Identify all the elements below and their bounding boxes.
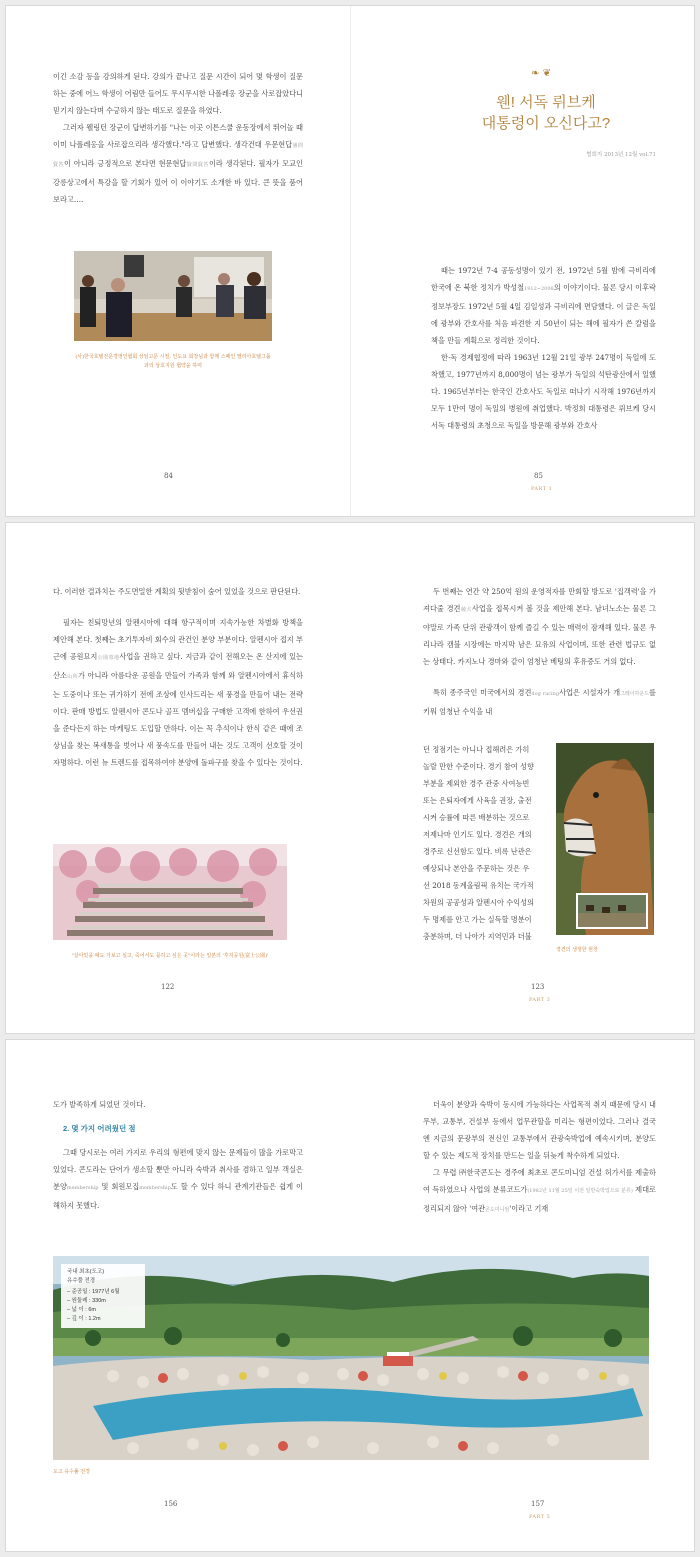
text-run: 필자는 친퇴망년의 알펜시아에 대해 항구적이며 지속가능한 차별화 방책을 제안해 본다. 첫째는 초기투자비 회수의 관건인 분양 부분이다. 알펜시아 접지 부근에 공원묘지 [53, 618, 303, 661]
spread-1 [5, 5, 695, 517]
info-title: 국내 최초(도고) [67, 1269, 105, 1275]
text-run: 두 번째는 연간 약 250억 원의 운영적자를 만회할 방도로 '집객력'을 가져다줄 경견 [423, 587, 656, 613]
greyhound-photo [556, 743, 654, 935]
info-item: – 넓 이 : 6m [67, 1307, 96, 1313]
text-run: 도 할 수 있다 하니 관계기관들은 쉽게 이해하지 못했다. [53, 1182, 303, 1210]
part-label: PART 1 [531, 486, 553, 492]
part-label: PART 5 [529, 1514, 551, 1520]
paragraph [53, 614, 303, 771]
paragraph: 더욱이 분양과 숙박이 동시에 가능하다는 사업목적 취지 때문에 당시 내무부, 교통부, 건설부 등에서 업무관할을 미리는 형편이었다. 그러나 결국엔 지금의 문광부의 전신인 교통부에서 관광숙박업에 예속시키며, 분양도 할 수 있는 제도적 장치를 만드는 일을 뒤늦게 착수하게 되었다. [423, 1100, 656, 1160]
page-85 [351, 6, 695, 516]
page-number: 157 [531, 1500, 545, 1508]
info-item: – 깊 이 : 1.2m [67, 1316, 101, 1322]
photo-caption: 도고 유수풀 전경 [53, 1469, 90, 1475]
text-line: 차원의 공공성과 알펜시아 수익성의 [423, 898, 535, 907]
text-run: 그 무렵 ㈜한국콘도는 경주에 최초로 콘도미니엄 건설 허가서를 제출하여 득하였으나 사업의 분류코드가 [423, 1168, 656, 1194]
text-line: 놀랄 만한 수준이다. 경기 참여 성향 [423, 762, 534, 771]
text-run: '이라고 기재 [509, 1204, 549, 1213]
spread-2 [5, 522, 695, 1034]
paragraph [53, 119, 303, 208]
text-line: 충분하며, 더 나아가 지역민과 더불 [423, 932, 532, 941]
photo-caption: "살아있을 때도 가보고 싶고, 죽어서도 묻히고 싶은 곳"이라는 일본의 '후지공원(富士公園)' [71, 953, 269, 959]
ornament-icon: ❧ ❦ [531, 68, 551, 79]
text-line: 경주로 신선함도 있다. 비록 난관은 [423, 847, 532, 856]
info-item: – 원둘레 : 330m [67, 1298, 106, 1304]
photo-caption: 경견의 생생한 현장 [556, 947, 598, 953]
text-run: 사업은 시설자가 개 [559, 688, 621, 697]
text-run: 가 아니라 아름다운 공원을 만들어 가족과 함께 와 알펜시아에서 휴식하는 도중이나 또는 귀가하기 전에 조상에 인사드리는 새 풍경을 만들어 내는 전략이다. 판매 방법도 알펜시아 콘도나 골프 멤버십을 구매한 고객에 한하여 우선권을 준다든지 하는 마케팅도 도입할 만하다. 이는 꼭 추석이나 한식 같은 때에 조상님을 찾는 복새통을 벗어나 새 풍속도를 만들어 내는 것도 고객이 선호할 것이 자명하다. 이런 뉴 트렌드를 접목하여야 분양에 돌파구를 찾을 수 있다는 것이다. [53, 671, 303, 767]
hanja-note: 1912~2008 [524, 286, 554, 292]
part-label: PART 3 [529, 997, 551, 1003]
info-item: – 준공일 : 1977년 6월 [67, 1289, 120, 1295]
paragraph [423, 583, 656, 670]
hanja-note: 賢問賢答 [186, 162, 209, 168]
text-run: 제대로 정리되지 않아 '여관 [423, 1185, 656, 1213]
article-title: 대통령이 오신다고? [481, 115, 611, 132]
page-number: 123 [531, 983, 545, 991]
article-source: 협회지 2013년 12월 vol.71 [586, 152, 656, 158]
photo-info-box [61, 1264, 145, 1328]
photo-caption-wrap [556, 941, 654, 960]
hanja-note: dog racing [531, 691, 560, 697]
text-run: 이 아니라 긍정적으로 본다면 현문현답 [64, 159, 187, 168]
text-line: 선 2018 동계올림픽 유치는 국가적 [423, 881, 534, 890]
text-run: 사업을 권하고 싶다. 지금과 같이 전해오는 온 산지에 있는 산소 [53, 652, 303, 680]
text-line: 두 명제를 안고 가는 실득할 명분이 [423, 915, 532, 924]
text-line: 또는 은퇴자에게 사육을 권장, 출전 [423, 796, 532, 805]
page-122 [6, 523, 351, 1033]
hanja-note: 競犬 [460, 607, 472, 613]
paragraph [423, 684, 656, 720]
hanja-note: (1982년 11월 25일 이전 일반숙박업으로 분류) [527, 1188, 633, 1194]
text-line: 예상되나 본안을 주문하는 것은 우 [423, 864, 530, 873]
page-84 [6, 6, 351, 516]
page-123 [351, 523, 695, 1033]
paragraph: 다. 이러한 결과치는 주도면밀한 계획의 뒷받침이 숨어 있었을 것으로 판단된다. [53, 587, 301, 596]
article-title: 웬! 서독 뤼브케 [496, 94, 596, 111]
page-number: 156 [164, 1500, 178, 1508]
text-run: 그때 당시로는 여러 가지로 우리의 형편에 맞지 않는 문제들이 많을 가로막고 있었다. 콘도라는 단어가 생소할 뿐만 아니라 숙박과 취사를 겸하고 일부 객실은 분양 [53, 1148, 303, 1191]
page-number: 122 [161, 983, 175, 991]
wrapped-text-column [423, 741, 551, 945]
text-run: 의 이야기이다. 물론 당시 이후락 정보부장도 1972년 5월 4일 김일성과 극비리에 면담했다. 이 글은 독일에 광부와 간호사를 처음 파견한 지 50년이 되는 해에 필자가 쓴 칼럼을 책을 만들 계획으로 정리한 것이다. [431, 283, 656, 345]
hanja-note: membership [139, 1185, 171, 1191]
spread-3 [5, 1039, 695, 1552]
text-run: 사업을 접목시켜 볼 것을 제안해 본다. 남녀노소는 물론 그야말로 가족 단위 관광객이 함께 즐길 수 있는 매력이 잠재해 있다. 물론 우리나라 캠블 시장에는 마지막 남은 묘유의 사업이며, 또한 관련 법규도 없는 상태다. 카지노나 경마와 같이 엄청난 베팅의 후유증도 거의 없다. [423, 604, 656, 666]
paragraph: 이긴 소감 등을 강의하게 된다. 강의가 끝나고 질문 시간이 되어 몇 학생이 질문하는 중에 어느 학생이 어림만 들어도 무시무시한 나폴레옹 장군을 사로잡았다니 믿기지 않는다며 수긍하지 않는 태도로 질문을 하였다. [53, 72, 303, 115]
paragraph: 도가 발족하게 되었던 것이다. [53, 1100, 146, 1109]
text-run: 때는 1972년 7·4 공동성명이 있기 전, 1972년 5월 밤에 극비리에 한국에 온 북한 정치가 박성철 [431, 266, 656, 292]
meeting-photo [74, 251, 272, 341]
text-line: 저제나마 인기도 있다. 경견은 개의 [423, 830, 532, 839]
pool-panorama-photo [53, 1256, 649, 1460]
paragraph [53, 1144, 303, 1214]
hanja-note: 公園墓地 [97, 655, 120, 661]
cemetery-park-photo [53, 844, 287, 940]
paragraph: 한·독 경제협정에 따라 1963년 12월 21일 광부 247명이 독일에 도착했고, 1977년까지 8,000명이 넘는 광부가 독일의 석탄광산에서 일했다. 1965년부터는 한국인 간호사도 독일로 떠나기 시작해 1976년까지 모두 1만여 명이 독일의 병원에 취업했다. 박정희 대통령은 뤼브케 당시 서독 대통령의 초청으로 독일을 방문해 광부와 간호사 [431, 353, 656, 430]
page-number: 84 [164, 472, 173, 480]
text-line: 시켜 승률에 따른 배분하는 것으로 [423, 813, 530, 822]
text-run: 및 회원모집 [98, 1182, 140, 1191]
photo-caption: (사)한국호텔전문경영인협회 상임고문 시절, 인도요 회장님과 함께 스페인 멜리아호텔그룹과의 상호지원 협약을 하며 [75, 354, 271, 369]
section-heading: 2. 몇 가지 어려웠던 점 [63, 1124, 136, 1133]
text-run: 를 키워 엄청난 수익을 내 [423, 688, 656, 716]
hanja-note: 그레이하운드 [620, 691, 650, 697]
text-line: 던 정점기는 아니나 접해려은 가히 [423, 745, 530, 754]
text-line: 부분을 제외한 경주 관중 사여능빈 [423, 779, 530, 788]
hanja-note: membership [66, 1185, 99, 1191]
page-number: 85 [534, 472, 543, 480]
paragraph [423, 1164, 656, 1219]
hanja-note: 콘도미니엄 [485, 1207, 510, 1213]
text-run: 이라 생각된다. 필자가 모교인 강릉상고에서 특강을 할 기회가 있어 이 이야기도 소개한 바 있다. 큰 뜻을 품어 보라고…. [53, 159, 303, 204]
pool-caption-wrap [53, 1463, 253, 1482]
hanja-note: 山所 [66, 674, 78, 680]
info-title: 유수풀 전경 [67, 1278, 96, 1284]
hanja-note: 愚問賢答 [53, 143, 303, 168]
text-run: 그러자 웰링턴 장군이 답변하기를 "나는 이곳 이튼스쿨 운동장에서 뛰어놀 때 이미 나폴레옹을 사로잡으리라 생각했다."라고 답변했다. 생각건대 우문현답 [53, 123, 303, 149]
paragraph [431, 262, 656, 349]
text-run: 특히 종주국인 미국에서의 경견 [433, 688, 532, 697]
